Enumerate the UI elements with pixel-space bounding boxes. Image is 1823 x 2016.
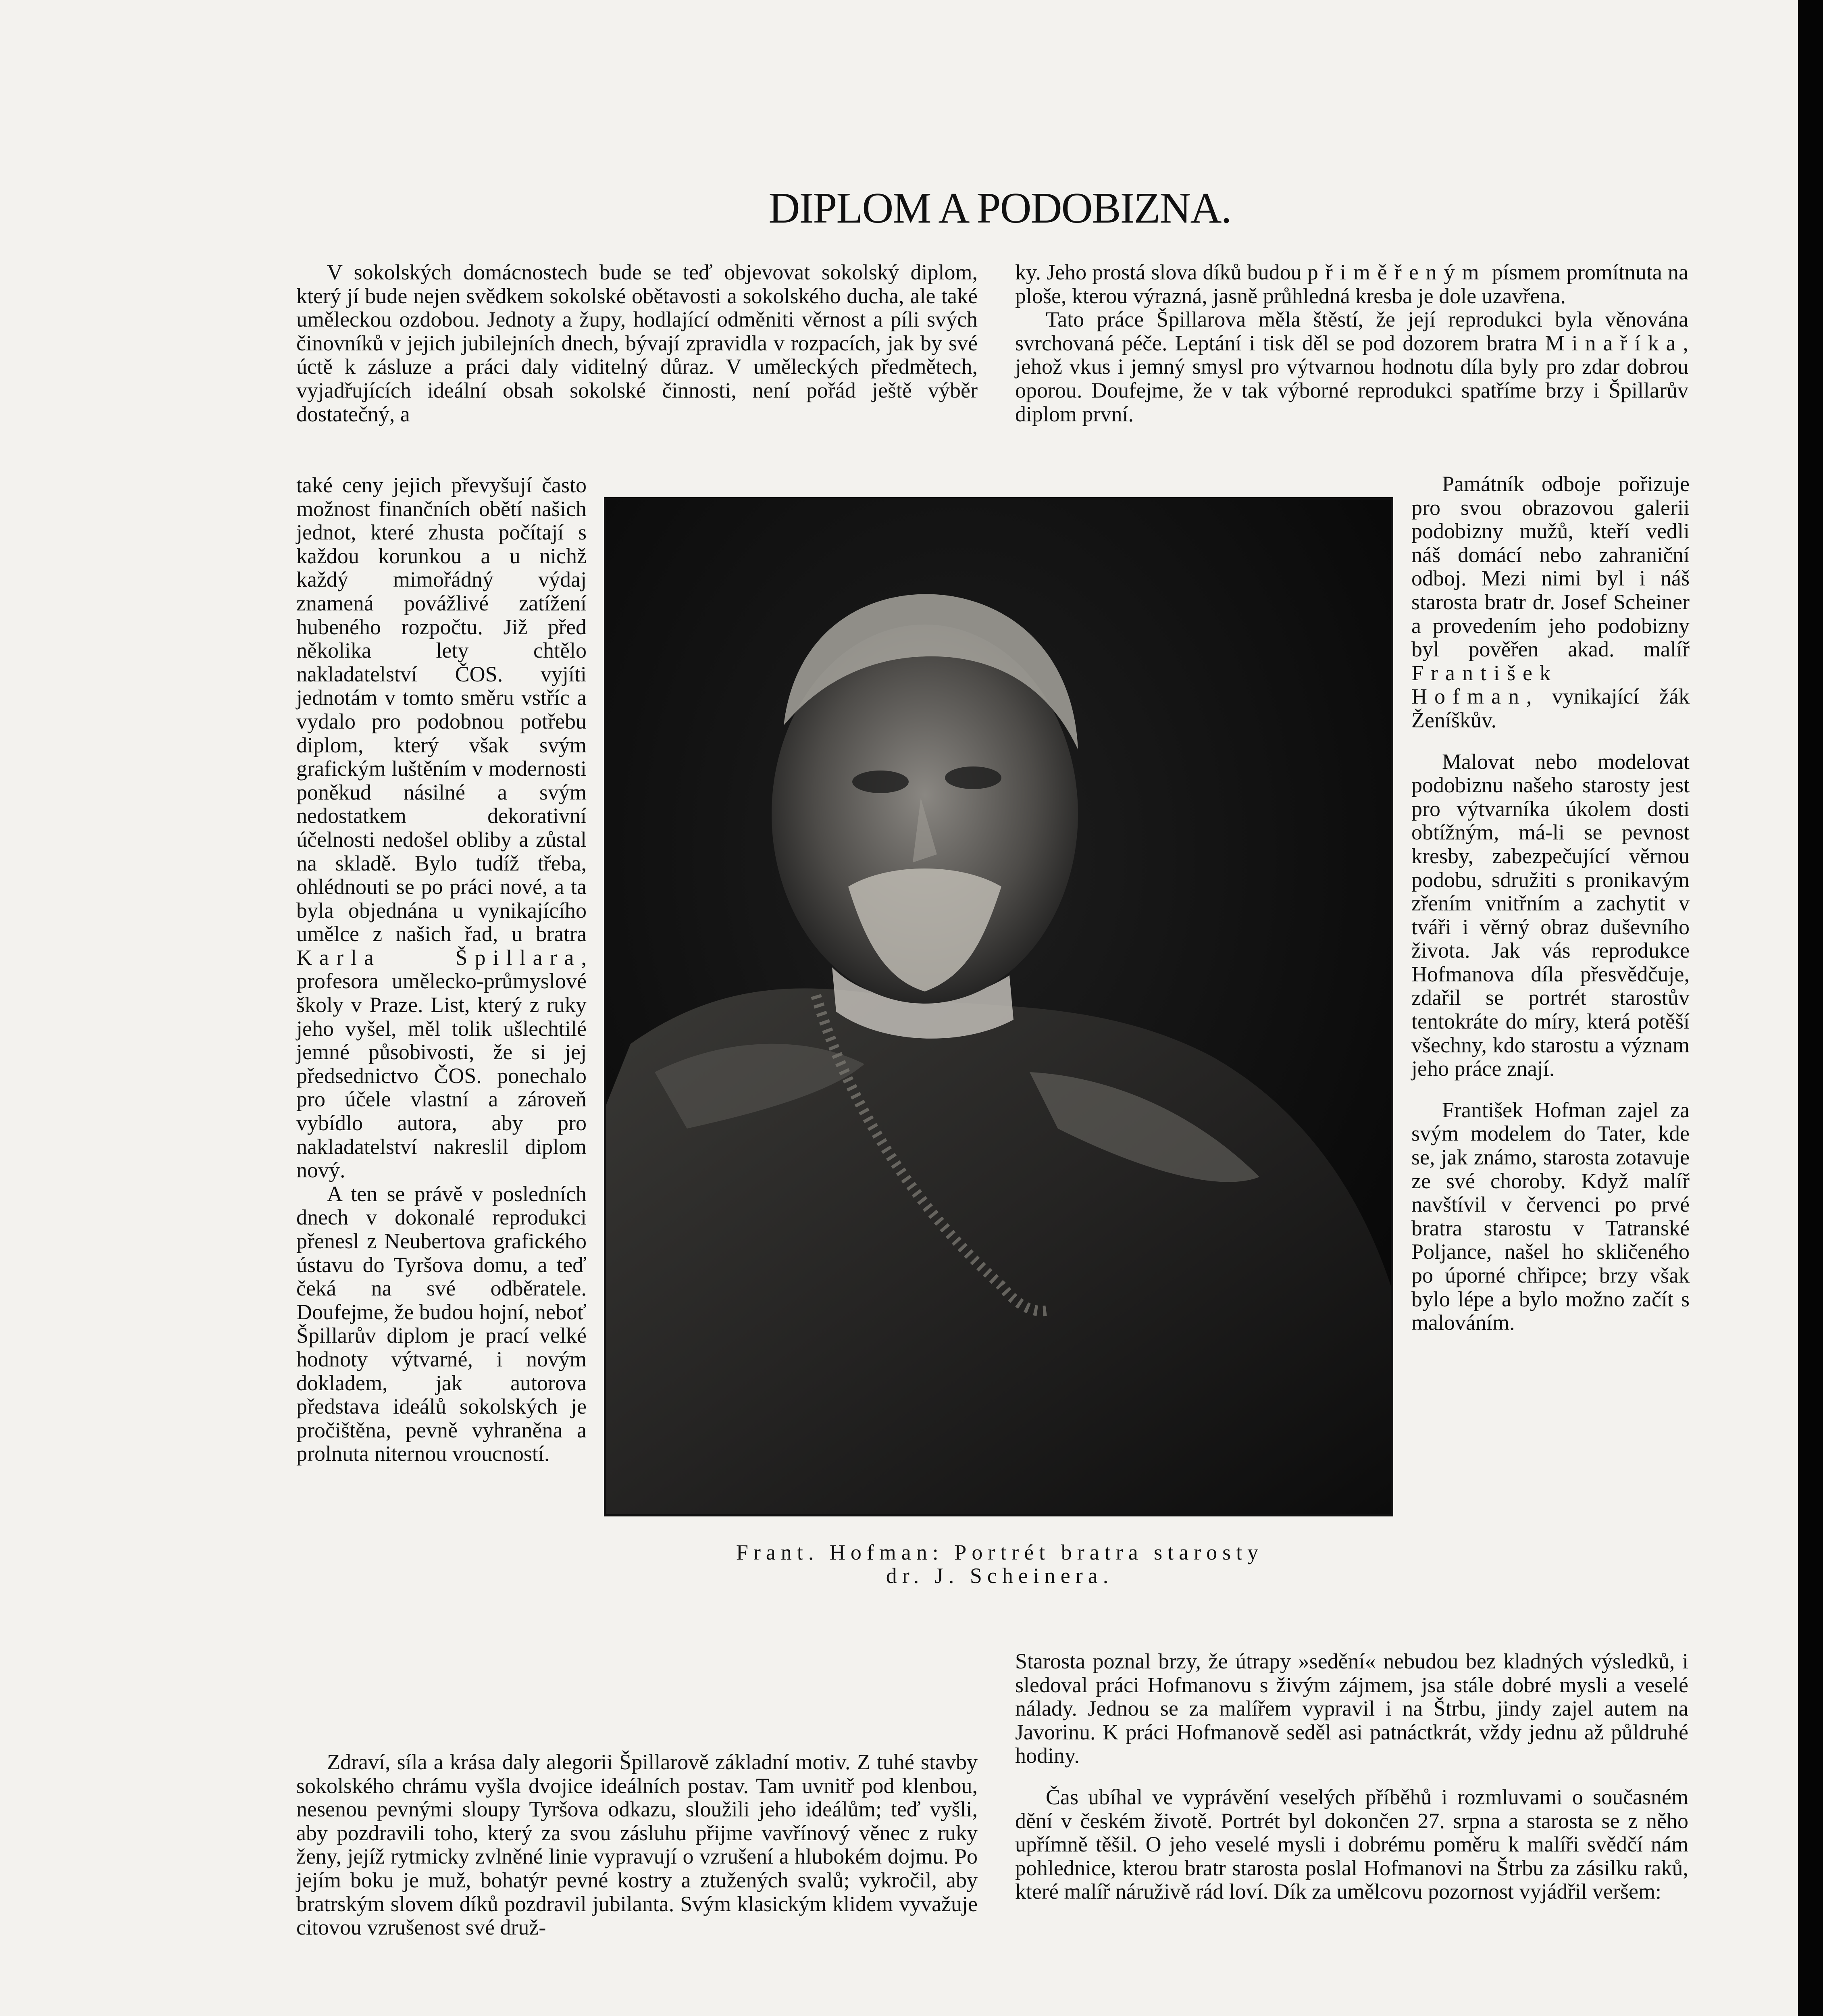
paragraph-gallery-a: Památník odboje pořizuje pro svou obrazovou galerii podobizny mužů, kteří vedli náš domácí nebo zahraniční odboj. Mezi nimi byl i náš starosta bratr dr. Josef Scheiner a provedením jeho podobizny byl pověřen akad. malíř <box>1411 472 1690 662</box>
portrait-image <box>606 500 1391 1514</box>
article-title: DIPLOM A PODOBIZNA. <box>768 184 1231 232</box>
name-minarik: Minaříka <box>1545 331 1683 355</box>
paragraph-intro: V sokolských domácnostech bude se teď objevovat sokolský diplom, který jí bude nejen svědkem sokolské obětavosti a sokolského ducha, ale také uměleckou ozdobou. Jednoty a župy, hodlající odměniti věrnost a píli svých činovníků v jejich jubilejních dnech, bývají zpravidla v rozpacích, jak by své úctě k zásluze a práci daly viditelný důraz. V uměleckých předmětech, vyjadřujících ideální obsah sokolské činnosti, není pořád ještě výběr dostatečný, a <box>296 260 978 426</box>
paragraph-prices-b: , profesora umělecko-průmyslové školy v Praze. List, který z ruky jeho vyšel, měl tolik ušlechtilé jemné působivosti, že si jej předsednictvo ČOS. ponechalo pro účele vlastní a zároveň vybídlo autora, aby pro nakladatelství nakreslil diplom nový. <box>296 945 587 1183</box>
paragraph-painting: Malovat nebo modelovat podobiznu našeho starosty jest pro výtvarníka úkolem dosti obtížným, má-li se pevnost kresby, zabezpečující věrnou podobu, sdružiti s pronikavým zřením vnitřním a zachytit v tváři i věrný obraz duševního života. Jak vás reprodukce Hofmanova díla přesvědčuje, zdařil se portrét starostův tentokráte do míry, která potěší všechny, kdo starostu a význam jeho práce znají. <box>1411 749 1690 1081</box>
paragraph-prices-a: také ceny jejich převyšují často možnost finančních obětí našich jednot, které zhusta počítají s každou korunkou a u nichž každý mimořádný výdaj znamená povážlivé zatížení hubeného rozpočtu. Již před několika lety chtělo nakladatelství ČOS. vyjíti jednotám v tomto směru vstříc a vydalo pro podobnou potřebu diplom, který však svým grafickým luštěním v modernosti poněkud násilné a svým nedostatkem dekorativní účelnosti nedošel obliby a zůstal na skladě. Bylo tudíž třeba, ohlédnouti se po práci nové, a ta byla objednána u vynikajícího umělce z našich řad, u bratra <box>296 473 587 946</box>
paragraph-tatras: František Hofman zajel za svým modelem do Tater, kde se, jak známo, starosta zotavuje ze své choroby. Když malíř navštívil v červenci po prvé bratra starostu v Tatranské Poljance, našel ho skličeného po úporné chřipce; brzy však bylo lépe a bylo možno začít s malováním. <box>1411 1098 1690 1335</box>
caption-line-2: dr. J. Scheinera. <box>886 1564 1114 1588</box>
caption-line-1: Frant. Hofman: Portrét bratra starosty <box>736 1540 1264 1564</box>
name-karel-spillar: Karla Špillara <box>296 945 581 970</box>
right-column-top <box>1015 260 1688 426</box>
portrait-photo <box>604 497 1393 1516</box>
name-frantisek-hofman: František Hofman <box>1411 660 1558 709</box>
paragraph-reproduction: A ten se právě v posledních dnech v dokonalé reprodukci přenesl z Neubertova grafického ústavu do Tyršova domu, a teď čeká na své odběratele. Doufejme, že budou hojní, neboť Špillarův diplom je prací velké hodnoty výtvarné, i novým dokladem, jak autorova představa ideálů sokolských je pročištěna, pevně vyhraněna a prolnuta niternou vroucností. <box>296 1181 587 1466</box>
paragraph-words-b: písmem promítnuta na ploše, kterou výrazná, jasně průhledná kresba je dole uzavřena. <box>1015 260 1689 308</box>
word-primerenym: přiměřeným <box>1307 260 1486 284</box>
left-column-top <box>296 260 978 426</box>
paragraph-printing <box>1015 308 1688 426</box>
paragraph-gallery <box>1411 472 1690 732</box>
scan-edge <box>1798 0 1823 2016</box>
paragraph-allegory: Zdraví, síla a krása daly alegorii Špillarově základní motiv. Z tuhé stavby sokolského chrámu vyšla dvojice ideálních postav. Tam uvnitř pod klenbou, nesenou pevnými sloupy Tyršova odkazu, sloužili jeho ideálům; teď vyšli, aby pozdravili toho, který za svou zásluhu přijme vavřínový věnec z ruky ženy, jejíž rytmicky zvlněné linie vypravují o vzrušení a hlubokém dojmu. Po jejím boku je muž, bohatýr pevné kostry a ztužených svalů; vykročil, aby bratrským slovem díků pozdravil jubilanta. Svým klasickým klidem vyvažuje citovou vzrušenost své druž- <box>296 1750 978 1940</box>
right-column-narrow <box>1411 472 1690 1335</box>
paragraph-printing-a: Tato práce Špillarova měla štěstí, že její reprodukci byla věnována svrchovaná péče. Leptání i tisk děl se pod dozorem bratra <box>1015 307 1688 355</box>
paragraph-time: Čas ubíhal ve vyprávění veselých příběhů i rozmluvami o současném dění v českém životě. Portrét byl dokončen 27. srpna a starosta se z něho upřímně těšil. O jeho veselé mysli i dobrému poměru k malíři svědčí nám pohlednice, kterou bratr starosta poslal Hofmanovi na Štrbu za zásilku raků, které malíř náruživě rád loví. Dík za umělcovu pozornost vyjádřil veršem: <box>1015 1785 1688 1904</box>
paragraph-words-a: ky. Jeho prostá slova díků budou <box>1015 260 1302 284</box>
photo-caption <box>597 1541 1403 1587</box>
left-column-bottom <box>296 1750 978 1939</box>
left-column-narrow <box>296 473 587 1466</box>
paragraph-sitting: Starosta poznal brzy, že útrapy »sedění« nebudou bez kladných výsledků, i sledoval práci Hofmanovu s živým zájmem, jsa stále dobré mysli a veselé nálady. Jednou se za malířem vypravil i na Štrbu, jindy zajel autem na Javorinu. K práci Hofmanově seděl asi patnáctkrát, vždy jednu až půldruhé hodiny. <box>1015 1649 1688 1768</box>
paragraph-words <box>1015 260 1688 308</box>
paragraph-prices <box>296 473 587 1182</box>
paragraph-printing-b: , jehož vkus i jemný smysl pro výtvarnou hodnotu díla byly pro zdar dobrou oporou. Doufejme, že v tak výborné reprodukci spatříme brzy i Špillarův diplom první. <box>1015 331 1689 426</box>
right-column-bottom <box>1015 1649 1688 1904</box>
paragraph-gallery-b: , vynikající žák Ženíškův. <box>1411 684 1690 732</box>
